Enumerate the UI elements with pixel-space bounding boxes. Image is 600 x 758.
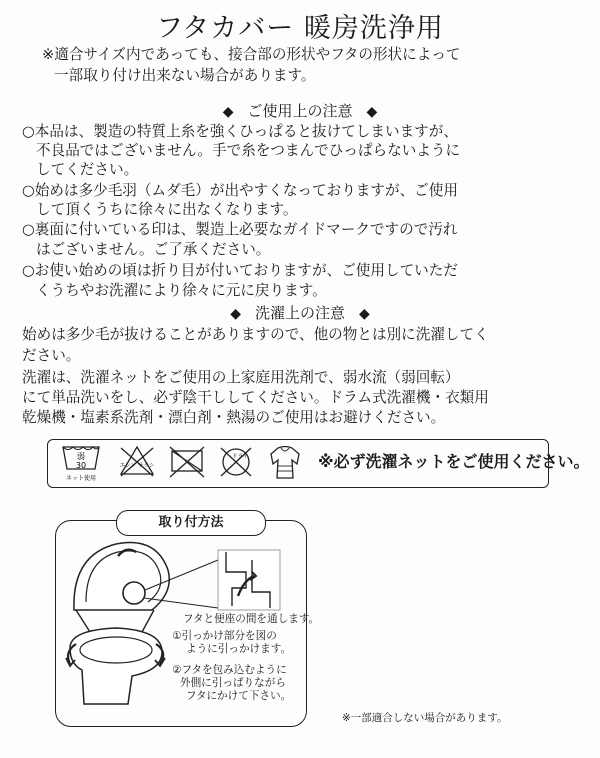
diamond-icon: ◆ (359, 306, 370, 322)
diamond-icon: ◆ (366, 104, 378, 120)
washing-line: 洗濯は、洗濯ネットをご使用の上家庭用洗剤で、弱水流（弱回転） (22, 369, 460, 386)
washing-line: ださい。 (22, 347, 81, 364)
install-step-2-line-2: 外側に引っぱりながら (180, 677, 286, 689)
usage-line: はございません。ご了承ください。 (36, 241, 271, 258)
install-step-2-line-3: フタにかけて下さい。 (186, 690, 292, 702)
care-symbols-box (47, 439, 590, 488)
size-note-line-1: ※適合サイズ内であっても、接合部の形状やフタの形状によって (42, 46, 461, 63)
washing-line: にて単品洗いをし、必ず陰干ししてください。ドラム式洗濯機・衣類用 (22, 389, 489, 406)
usage-line: 不良品ではございません。手で糸をつまんでひっぱらないように (36, 142, 461, 159)
install-footnote: ※一部適合しない場合があります。 (342, 712, 508, 724)
shade-dry-icon (264, 442, 306, 482)
usage-line: くうちやお洗濯により徐々に元に戻ります。 (36, 282, 327, 299)
no-bleach-label: エンソ サラシ (119, 463, 155, 469)
wash-30-net-icon (60, 443, 102, 483)
washing-heading: ◆ 洗濯上の注意 ◆ (230, 304, 370, 322)
no-dry-clean-icon (215, 442, 257, 482)
washing-line: 始めは多少毛が抜けることがありますので、他の物とは別に洗濯してく (22, 326, 489, 343)
install-step-0: フタと便座の間を通します。 (183, 613, 320, 625)
hook-detail-illustration (218, 550, 280, 610)
usage-line: ○お使い始めの頃は折り目が付いておりますが、ご使用していただ (22, 262, 458, 279)
usage-line: ○裏面に付いている印は、製造上必要なガイドマークですので汚れ (22, 221, 458, 238)
usage-line: ○始めは多少毛羽（ムダ毛）が出やすくなっておりますが、ご使用 (22, 182, 458, 199)
no-chlorine-bleach-icon (116, 442, 158, 482)
diamond-icon: ◆ (222, 104, 234, 120)
usage-line: して頂くうちに徐々に出なくなります。 (36, 201, 298, 218)
install-step-1-line-1: ①引っかけ部分を図の (172, 630, 277, 642)
diamond-icon: ◆ (230, 306, 241, 322)
wash-temp-label: 30 (75, 461, 87, 470)
wash-net-label: ネット使用 (65, 475, 97, 482)
usage-line: してください。 (36, 161, 139, 178)
size-note-line-2: 一部取り付け出来ない場合があります。 (54, 67, 316, 84)
must-use-net-note: ※必ず洗濯ネットをご使用ください。 (318, 452, 590, 471)
install-step-1-line-2: ように引っかけます。 (186, 643, 292, 655)
usage-heading: ◆ ご使用上の注意 ◆ (222, 102, 378, 120)
usage-line: ○本品は、製造の特質上糸を強くひっぱると抜けてしまいますが、 (22, 123, 458, 140)
install-label: 取り付方法 (116, 510, 266, 536)
wash-weak-label: 弱 (77, 452, 85, 461)
install-step-2-line-1: ②フタを包み込むように (172, 664, 287, 676)
page-title: フタカバー 暖房洗浄用 (156, 13, 444, 44)
dry-clean-label: ドライ (231, 454, 249, 460)
no-iron-icon (166, 442, 208, 482)
washing-line: 乾燥機・塩素系洗剤・漂白剤・熱湯のご使用はお避けください。 (22, 409, 446, 426)
seat-wrap-illustration (66, 628, 165, 704)
